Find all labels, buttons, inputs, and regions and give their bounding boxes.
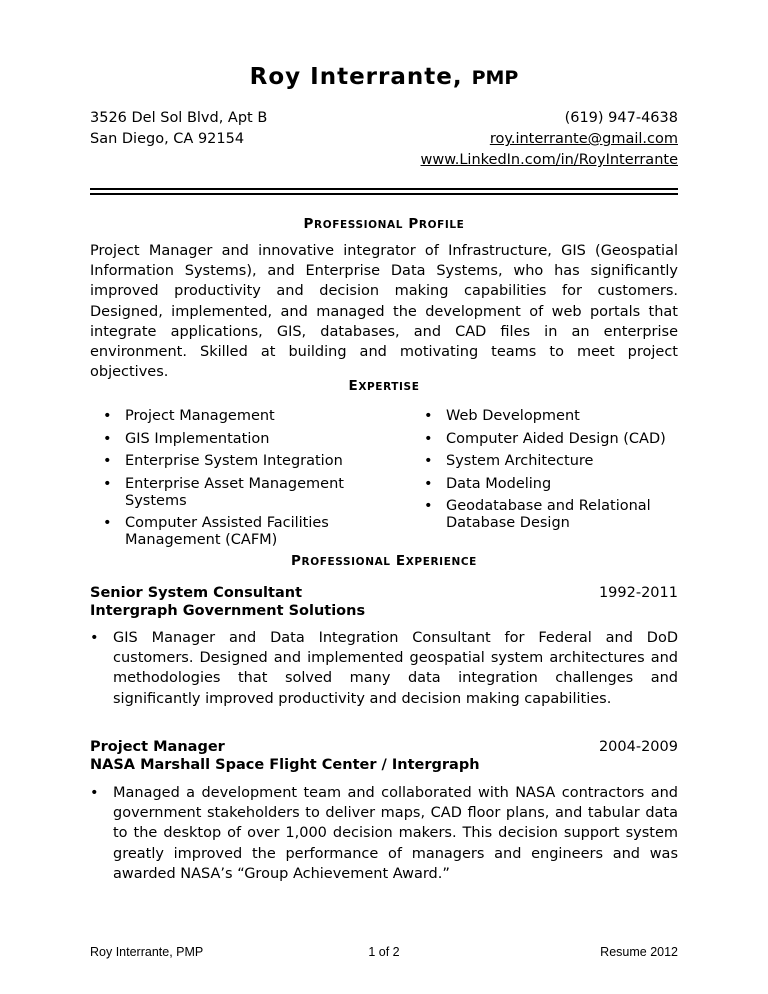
section-title-expertise xyxy=(0,378,768,394)
expertise-item xyxy=(103,515,335,549)
expertise-label: Enterprise System Integration xyxy=(125,453,343,469)
title-rest: ROFESSIONAL xyxy=(314,219,404,231)
expertise-item xyxy=(424,476,694,493)
contact-block xyxy=(421,108,679,171)
expertise-item xyxy=(424,498,666,532)
expertise-item xyxy=(424,453,694,470)
job-dates: 1992-2011 xyxy=(598,585,678,601)
expertise-item xyxy=(424,431,694,448)
expertise-label: Computer Aided Design (CAD) xyxy=(446,430,666,447)
job-dates: 2004-2009 xyxy=(598,739,678,755)
expertise-label: GIS Implementation xyxy=(125,430,270,447)
candidate-name xyxy=(0,64,768,90)
address-block xyxy=(90,108,267,150)
expertise-label: System Architecture xyxy=(446,453,594,469)
expertise-label: Geodatabase and Relational Database Design xyxy=(446,498,651,531)
name-credential: PMP xyxy=(471,67,519,89)
expertise-item xyxy=(424,408,694,425)
job-description xyxy=(90,783,678,884)
bullet-icon: • xyxy=(103,475,112,492)
bullet-icon: • xyxy=(90,630,99,646)
name-text: Roy Interrante, xyxy=(249,64,463,90)
job-header xyxy=(90,739,678,774)
bullet-icon: • xyxy=(424,453,433,469)
header-divider-bottom xyxy=(90,193,678,195)
title-initial-2: P xyxy=(408,216,419,232)
job-title: Project Manager xyxy=(90,739,225,755)
job-header xyxy=(90,585,678,620)
job-description-text: GIS Manager and Data Integration Consultant for Federal and DoD customers. Designed and implemented geospatial system architectures and methodologies that solved many data integration challenges and significantly improved productivity and decision making capabilities. xyxy=(113,630,678,707)
expertise-list-left xyxy=(103,408,403,555)
expertise-list-right xyxy=(424,408,694,538)
expertise-item xyxy=(103,431,403,448)
expertise-label: Data Modeling xyxy=(446,475,552,492)
header-divider-top xyxy=(90,188,678,190)
title-initial: P xyxy=(303,216,315,232)
title-initial-2: E xyxy=(395,553,406,569)
expertise-label: Computer Assisted Facilities Management (CAFM) xyxy=(125,515,329,548)
expertise-item xyxy=(103,476,403,510)
bullet-icon: • xyxy=(103,515,112,531)
job-title: Senior System Consultant xyxy=(90,585,302,601)
phone-number: (619) 947-4638 xyxy=(564,110,678,126)
profile-summary: Project Manager and innovative integrator of Infrastructure, GIS (Geospatial Information Systems), and Enterprise Data Systems, who has significantly improved productivity and decision making capabilities for customers. Designed, implemented, and managed the development of web portals that integrate applications, GIS, databases, and CAD files in an enterprise environment. Skilled at building and motivating teams to meet project objectives. xyxy=(90,243,678,381)
expertise-item xyxy=(103,408,403,425)
bullet-icon: • xyxy=(90,785,99,801)
job-description xyxy=(90,628,678,709)
title-rest-2: XPERIENCE xyxy=(405,556,477,568)
bullet-icon: • xyxy=(424,475,433,492)
address-line-1: 3526 Del Sol Blvd, Apt B xyxy=(90,110,268,126)
section-title-profile xyxy=(0,216,768,232)
expertise-label: Enterprise Asset Management Systems xyxy=(125,475,344,509)
bullet-icon: • xyxy=(103,430,112,447)
expertise-item xyxy=(103,453,403,470)
job-description-text: Managed a development team and collaborated with NASA contractors and government stakeholders to deliver maps, CAD floor plans, and tabular data to the desktop of over 1,000 decision makers. This decision support system greatly improved the performance of managers and engineers and was awarded NASA’s “Group Achievement Award.” xyxy=(113,785,678,882)
job-organization: NASA Marshall Space Flight Center / Intergraph xyxy=(90,756,480,773)
section-title-experience xyxy=(0,553,768,569)
linkedin-link[interactable]: www.LinkedIn.com/in/RoyInterrante xyxy=(420,152,678,168)
title-rest: ROFESSIONAL xyxy=(301,556,391,568)
address-line-2: San Diego, CA 92154 xyxy=(90,131,245,147)
bullet-icon: • xyxy=(424,430,433,447)
footer-document-label: Resume 2012 xyxy=(600,945,678,959)
bullet-icon: • xyxy=(103,453,112,469)
expertise-label: Web Development xyxy=(446,408,580,424)
footer-author: Roy Interrante, PMP xyxy=(90,945,204,959)
bullet-icon: • xyxy=(424,408,433,424)
bullet-icon: • xyxy=(103,408,112,424)
title-initial: P xyxy=(291,553,302,569)
title-rest: XPERTISE xyxy=(358,381,420,393)
job-organization: Intergraph Government Solutions xyxy=(90,602,366,619)
email-link[interactable]: roy.interrante@gmail.com xyxy=(489,131,678,147)
expertise-label: Project Management xyxy=(125,408,275,424)
footer-page-number: 1 of 2 xyxy=(368,945,400,959)
title-initial: E xyxy=(348,378,359,394)
bullet-icon: • xyxy=(424,498,433,514)
title-rest-2: ROFILE xyxy=(418,219,465,231)
